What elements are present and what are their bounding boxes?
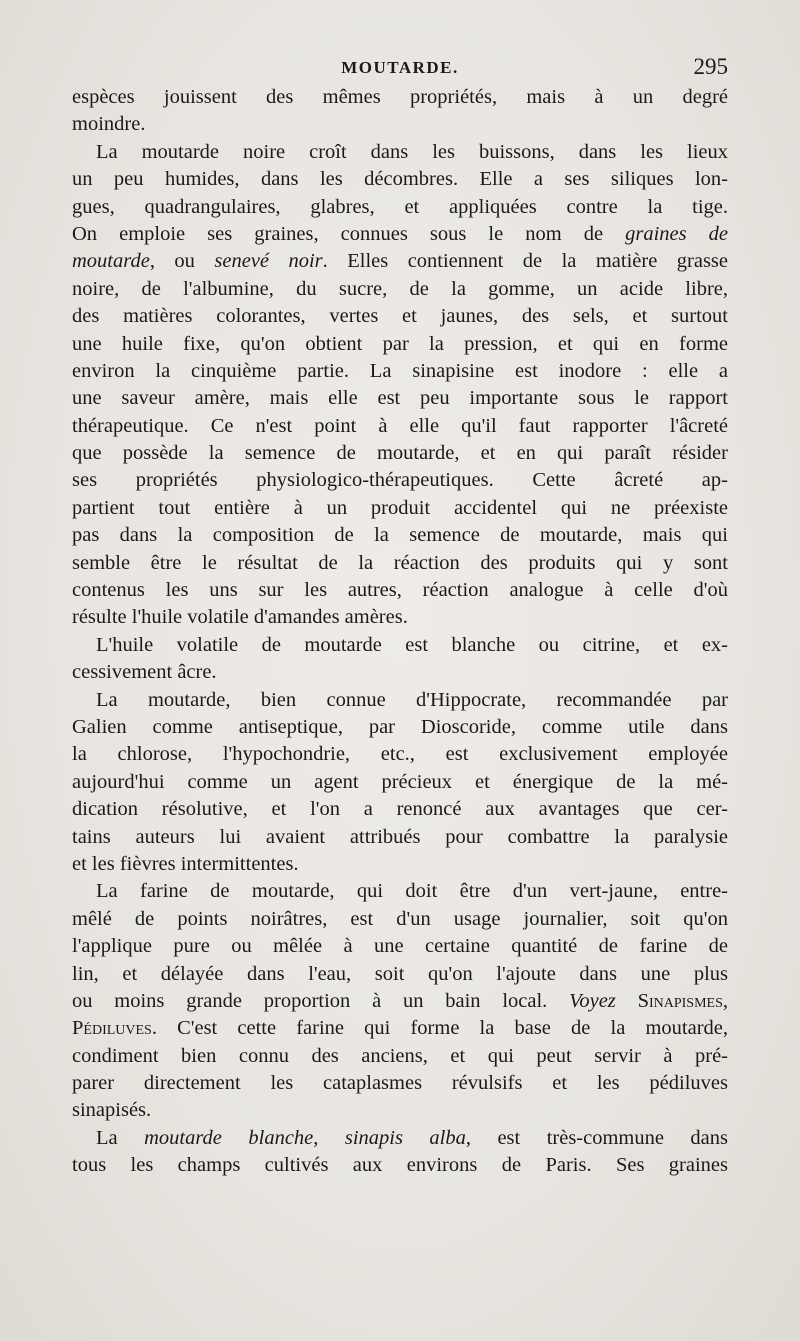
text-line: lin, et délayée dans l'eau, soit qu'on l'ajoute dans une plus	[72, 962, 728, 985]
text-line: une huile fixe, qu'on obtient par la pression, et qui en forme	[72, 332, 728, 355]
text-line: ou moins grande proportion à un bain local. Voyez Sinapismes,	[72, 989, 728, 1012]
text-line: une saveur amère, mais elle est peu importante sous le rapport	[72, 387, 728, 410]
text-line: La moutarde noire croît dans les buissons, dans les lieux	[96, 140, 728, 163]
text-line: contenus les uns sur les autres, réaction analogue à celle d'où	[72, 579, 728, 602]
running-head	[72, 54, 728, 86]
text-line: des matières colorantes, vertes et jaunes, des sels, et surtout	[72, 305, 728, 328]
text-line: thérapeutique. Ce n'est point à elle qu'il faut rapporter l'âcreté	[72, 414, 728, 437]
page-number: 295	[693, 54, 728, 79]
text-line: ses propriétés physiologico-thérapeutiques. Cette âcreté ap-	[72, 469, 728, 492]
text-line: condiment bien connu des anciens, et qui peut servir à pré-	[72, 1044, 728, 1067]
text-line: la chlorose, l'hypochondrie, etc., est exclusivement employée	[72, 743, 728, 766]
text-line: aujourd'hui comme un agent précieux et énergique de la mé-	[72, 770, 728, 793]
text-line: La moutarde, bien connue d'Hippocrate, recommandée par	[96, 688, 728, 711]
text-line: parer directement les cataplasmes révulsifs et les pédiluves	[72, 1072, 728, 1095]
text-line: L'huile volatile de moutarde est blanche ou citrine, et ex-	[96, 633, 728, 656]
text-line: La farine de moutarde, qui doit être d'un vert-jaune, entre-	[96, 880, 728, 903]
text-line: tains auteurs lui avaient attribués pour combattre la paralysie	[72, 825, 728, 848]
text-line: sinapisés.	[72, 1099, 152, 1122]
text-line: semble être le résultat de la réaction des produits qui y sont	[72, 551, 728, 574]
text-line: environ la cinquième partie. La sinapisine est inodore : elle a	[72, 359, 728, 382]
text-line: noire, de l'albumine, du sucre, de la gomme, un acide libre,	[72, 277, 728, 300]
text-line: Galien comme antiseptique, par Dioscoride, comme utile dans	[72, 715, 728, 738]
text-line: partient tout entière à un produit accidentel qui ne préexiste	[72, 496, 728, 519]
text-line: moindre.	[72, 113, 146, 136]
text-line: tous les champs cultivés aux environs de Paris. Ses graines	[72, 1154, 728, 1177]
running-title: MOUTARDE.	[341, 58, 459, 77]
text-line: gues, quadrangulaires, glabres, et appliquées contre la tige.	[72, 195, 728, 218]
text-line: On emploie ses graines, connues sous le nom de graines de	[72, 222, 728, 245]
text-line: cessivement âcre.	[72, 661, 217, 684]
text-line: un peu humides, dans les décombres. Elle a ses siliques lon-	[72, 168, 728, 191]
text-line: Pédiluves. C'est cette farine qui forme la base de la moutarde,	[72, 1017, 728, 1040]
text-line: La moutarde blanche, sinapis alba, est très-commune dans	[96, 1126, 728, 1149]
text-line: dication résolutive, et l'on a renoncé aux avantages que cer-	[72, 798, 728, 821]
text-line: et les fièvres intermittentes.	[72, 852, 299, 875]
body-text	[72, 84, 728, 1180]
text-line: que possède la semence de moutarde, et en qui paraît résider	[72, 442, 728, 465]
text-line: espèces jouissent des mêmes propriétés, mais à un degré	[72, 86, 728, 108]
text-line: mêlé de points noirâtres, est d'un usage journalier, soit qu'on	[72, 907, 728, 930]
text-line: résulte l'huile volatile d'amandes amères.	[72, 606, 408, 629]
text-line: pas dans la composition de la semence de moutarde, mais qui	[72, 524, 728, 547]
text-line: moutarde, ou senevé noir. Elles contiennent de la matière grasse	[72, 250, 728, 273]
text-line: l'applique pure ou mêlée à une certaine quantité de farine de	[72, 935, 728, 958]
